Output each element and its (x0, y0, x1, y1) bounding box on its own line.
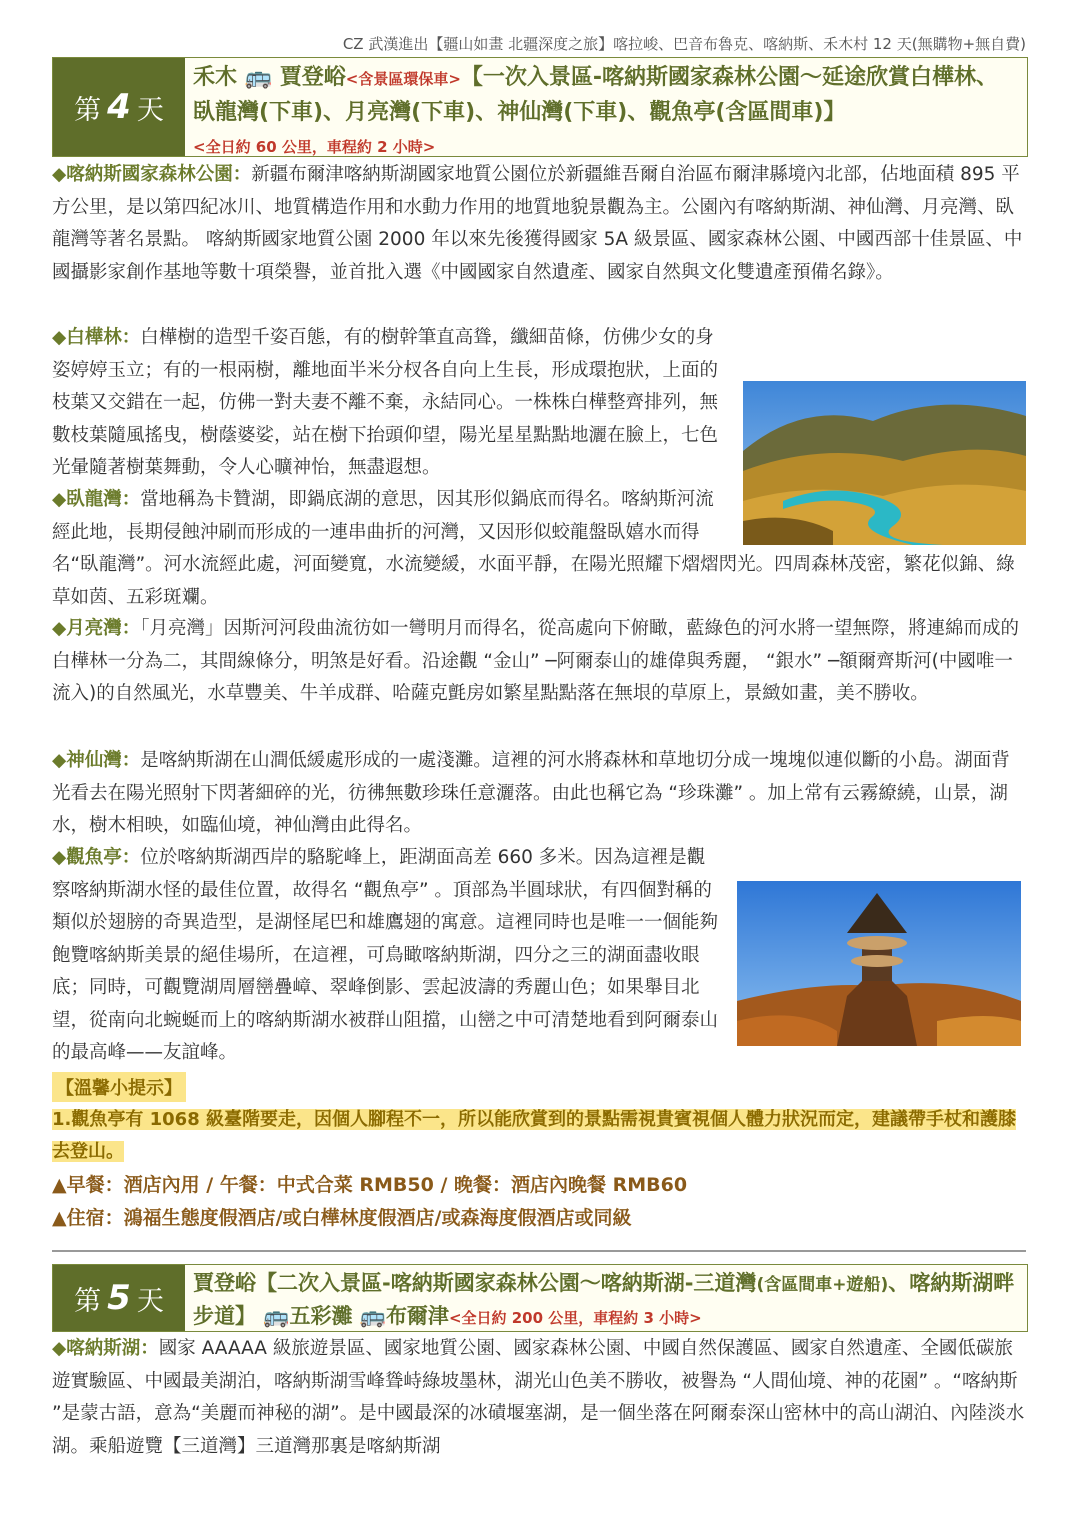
day4-origin: 禾木 (193, 65, 238, 90)
tips-text (52, 1104, 1026, 1168)
day4-note: <含景區環保車> (345, 70, 461, 88)
day4-itinerary: 【一次入景區-喀納斯國家森林公園～延途欣賞白樺林、臥龍灣(下車)、月亮灣(下車)、神仙灣(下車)、觀魚亭(含區間車)】 (193, 65, 999, 125)
meals-line: ▲早餐：酒店內用 / 午餐：中式合菜 RMB50 / 晚餐：酒店內晚餐 RMB60 (52, 1174, 688, 1196)
day-number: 4 (107, 87, 131, 127)
document-header: CZ 武漢進出【疆山如畫 北疆深度之旅】喀拉峻、巴音布魯克、喀納斯、禾木村 12 天(無購物+無自費) (342, 35, 1026, 53)
day5-badge (53, 1265, 185, 1331)
section-label: ◆臥龍灣： (52, 489, 141, 510)
section-text: 位於喀納斯湖西岸的駱駝峰上，距湖面高差 660 多米。因為這裡是觀察喀納斯湖水怪的最佳位置，故得名 “觀魚亭” 。頂部為半圓球狀，有四個對稱的類似於翅膀的奇異造型，是湖怪尾巴和雄鷹翅的寓意。這裡同時也是唯一一個能夠飽覽喀納斯美景的絕佳場所，在這裡，可鳥瞰喀納斯湖，四分之三的湖面盡收眼底；同時，可觀覽湖周層巒疊嶂、翠峰倒影、雲起波濤的秀麗山色；如果舉目北望，從南向北蜿蜒而上的喀納斯湖水被群山阻擋，山巒之中可清楚地看到阿爾泰山的最高峰——友誼峰。 (52, 847, 719, 1063)
bus-icon: 🚌 (359, 1304, 386, 1328)
day5-dest: 布爾津 (385, 1304, 449, 1328)
day5-title (185, 1265, 1027, 1331)
day4-badge (53, 58, 185, 156)
section-kanas-lake (52, 1333, 1026, 1463)
day-prefix: 第 (74, 94, 102, 126)
section-label: ◆白樺林： (52, 327, 141, 348)
day4-title (185, 58, 1027, 156)
section-label: ◆喀納斯湖： (52, 1338, 159, 1359)
day-number: 5 (107, 1278, 131, 1318)
day5-note: (含區間車+遊船) (756, 1275, 889, 1295)
section-divider (52, 1250, 1026, 1252)
bus-icon: 🚌 (244, 65, 273, 90)
section-label: ◆喀納斯國家森林公園： (52, 164, 252, 185)
section-text: 「月亮灣」因斯河河段曲流彷如一彎明月而得名，從高處向下俯瞰，藍綠色的河水將一望無際，將連綿而成的白樺林一分為二，其間線條分，明煞是好看。沿途觀 “金山” ─阿爾泰山的雄偉與秀麗， “銀水” ─額爾齊斯河(中國唯一流入)的自然風光，水草豐美、牛羊成群、哈薩克氈房如繁星點點落在無垠的草原上，景緻如畫，美不勝收。 (52, 618, 1019, 704)
section-kanas-park (52, 159, 1026, 289)
section-text: 新疆布爾津喀納斯湖國家地質公園位於新疆維吾爾自治區布爾津縣境內北部，佔地面積 895 平方公里，是以第四紀冰川、地質構造作用和水動力作用的地質地貌景觀為主。公園內有喀納斯湖、神仙灣、月亮灣、臥龍灣等著名景點。 喀納斯國家地質公園 2000 年以來先後獲得國家 5A 級景區、國家森林公園、中國西部十佳景區、中國攝影家創作基地等數十項榮譽，並首批入選《中國國家自然遺產、國家自然與文化雙遺產預備名錄》。 (52, 164, 1023, 283)
day4-dest: 賈登峪 (279, 65, 346, 90)
section-wolong-bay (52, 484, 1026, 614)
day5-itinerary: 賈登峪【二次入景區-喀納斯國家森林公園～喀納斯湖-三道灣 (193, 1271, 757, 1295)
section-fairy-bay (52, 745, 1026, 843)
section-moon-bay (52, 613, 1026, 711)
section-fish-pavilion (52, 842, 1026, 1077)
section-text: 國家 AAAAA 級旅遊景區、國家地質公園、國家森林公園、中國自然保護區、國家自然遺產、全國低碳旅遊實驗區、中國最美湖泊，喀納斯湖雪峰聳峙綠坡墨林，湖光山色美不勝收，被譽為 “人間仙境、神的花園” 。“喀納斯 ”是蒙古語，意為“美麗而神秘的湖”。是中國最深的冰磧堰塞湖，是一個坐落在阿爾泰深山密林中的高山湖泊、內陸淡水湖。乘船遊覽【三道灣】三道灣那裏是喀納斯湖 (52, 1338, 1025, 1457)
section-label: ◆月亮灣： (52, 618, 141, 639)
day5-stop: 五彩灘 (289, 1304, 353, 1328)
tips-heading: 【溫馨小提示】 (52, 1072, 186, 1102)
day4-banner (52, 57, 1028, 157)
day5-banner (52, 1264, 1028, 1332)
section-label: ◆神仙灣： (52, 750, 141, 771)
hotel-line: ▲住宿：鴻福生態度假酒店/或白樺林度假酒店/或森海度假酒店或同級 (52, 1207, 632, 1229)
day-suffix: 天 (136, 94, 164, 126)
day-prefix: 第 (74, 1285, 102, 1317)
day4-distance: <全日約 60 公里，車程約 2 小時> (193, 138, 436, 156)
section-label: ◆觀魚亭： (52, 847, 141, 868)
day5-itinerary-end: 、喀納斯湖畔步道】 (193, 1271, 1015, 1328)
day-suffix: 天 (136, 1285, 164, 1317)
day5-distance: <全日約 200 公里，車程約 3 小時> (448, 1309, 702, 1327)
section-text: 當地稱為卡贊湖，即鍋底湖的意思，因其形似鍋底而得名。喀納斯河流經此地，長期侵蝕沖刷而形成的一連串曲折的河灣，又因形似蛟龍盤臥嬉水而得名“臥龍灣”。河水流經此處，河面變寬，水流變緩，水面平靜，在陽光照耀下熠熠閃光。四周森林茂密，繁花似錦、綠草如茵、五彩斑斕。 (52, 489, 1015, 608)
bus-icon: 🚌 (263, 1304, 290, 1328)
section-text: 是喀納斯湖在山澗低緩處形成的一處淺灘。這裡的河水將森林和草地切分成一塊塊似連似斷的小島。湖面背光看去在陽光照射下閃著細碎的光，彷彿無數珍珠任意灑落。由此也稱它為 “珍珠灘” 。加上常有云霧繚繞，山景，湖水，樹木相映，如臨仙境，神仙灣由此得名。 (52, 750, 1010, 836)
section-text: 白樺樹的造型千姿百態，有的樹幹筆直高聳，纖細苗條，仿佛少女的身姿婷婷玉立；有的一根兩樹，離地面半米分杈各自向上生長，形成環抱狀，上面的枝葉又交錯在一起，仿佛一對夫妻不離不棄，永結同心。一株株白樺整齊排列，無數枝葉隨風搖曳，樹蔭婆娑，站在樹下抬頭仰望，陽光星星點點地灑在臉上，七色光暈隨著樹葉舞動，令人心曠神怡，無盡遐想。 (52, 327, 719, 478)
tips-content: 1.觀魚亭有 1068 級臺階要走，因個人腳程不一，所以能欣賞到的景點需視貴賓視個人體力狀況而定，建議帶手杖和護膝去登山。 (52, 1109, 1016, 1162)
